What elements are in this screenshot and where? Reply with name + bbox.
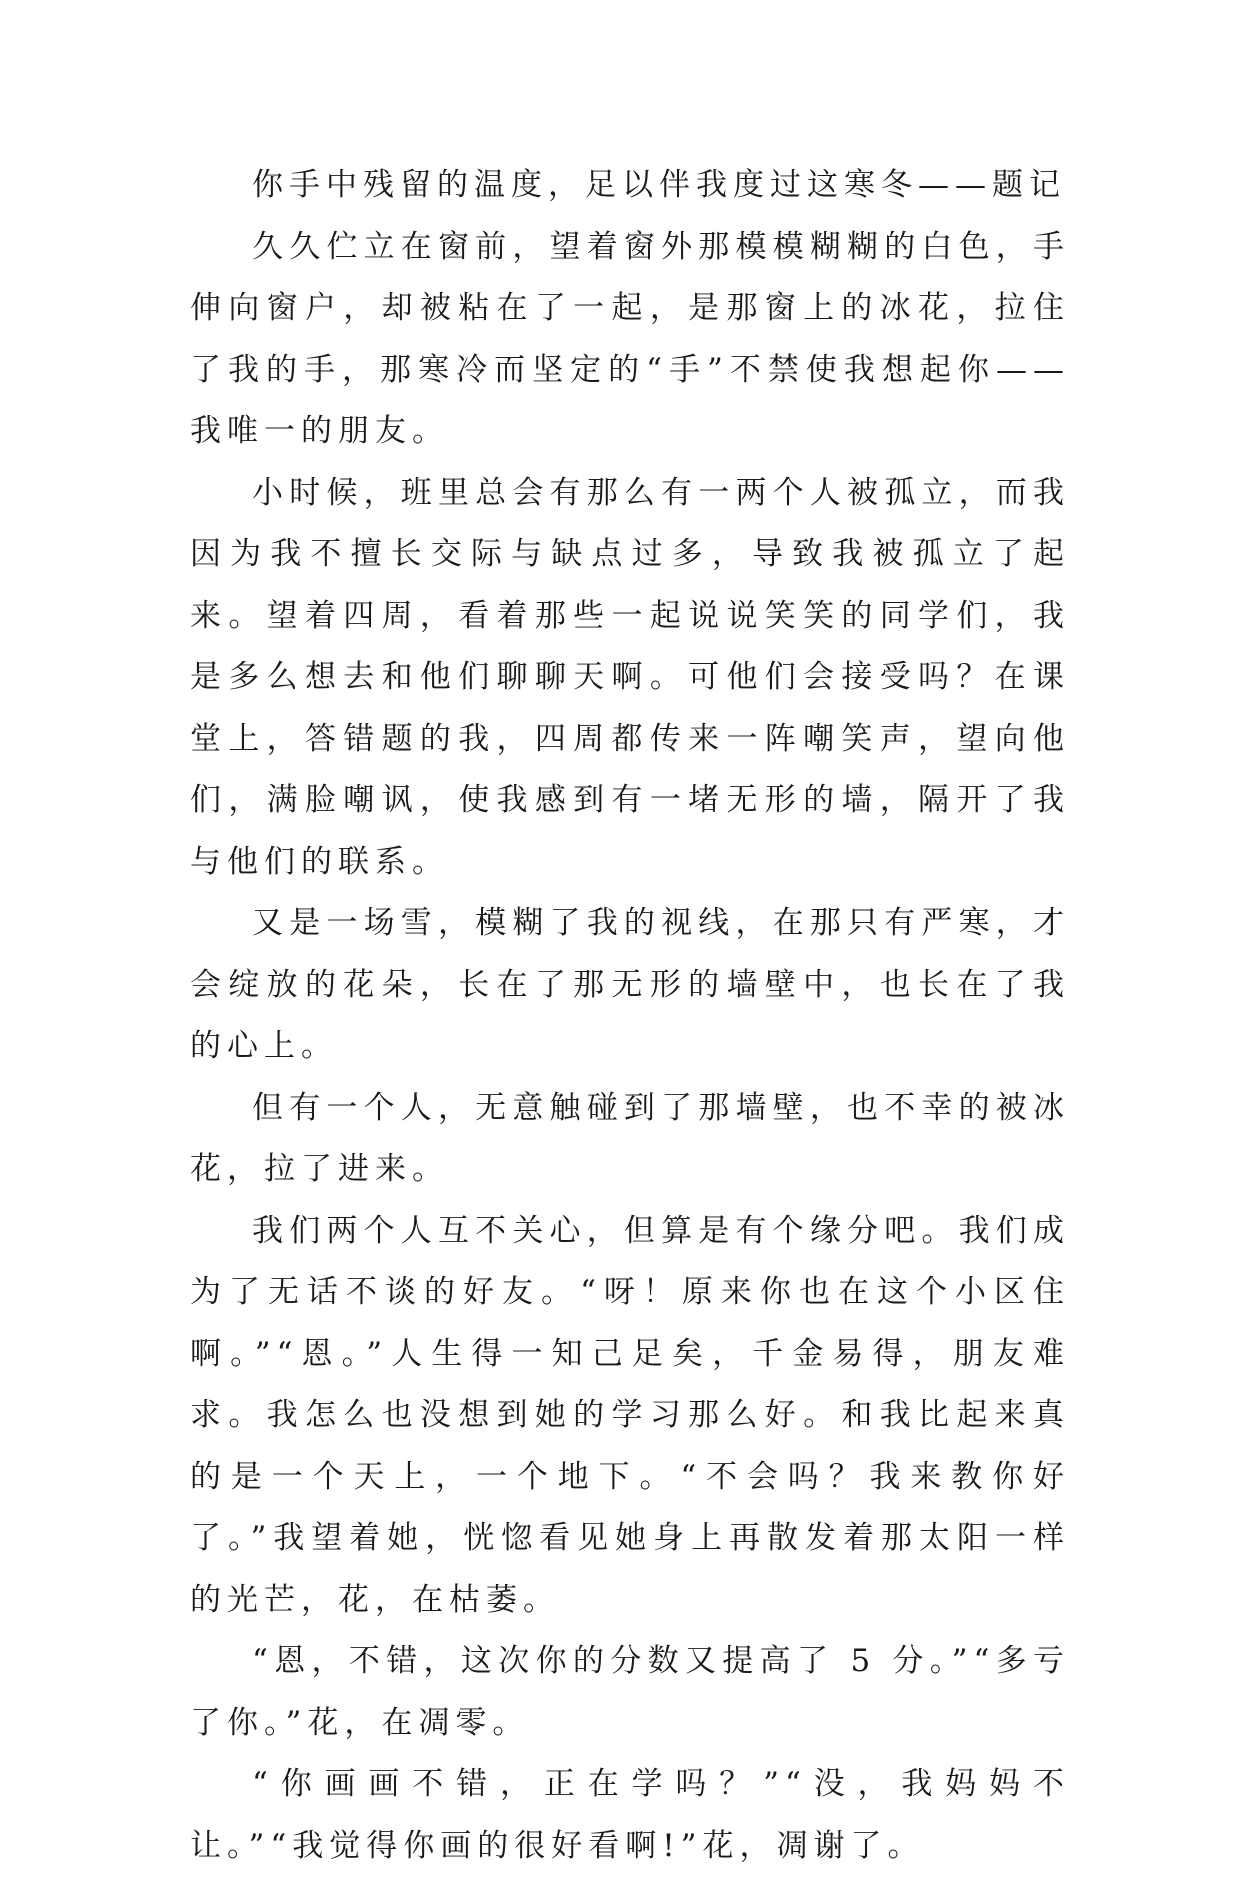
paragraph: “恩，不错，这次你的分数又提高了 5 分。”“多亏了你。”花，在凋零。 bbox=[190, 1643, 1070, 1741]
paragraph: 又是一场雪，模糊了我的视线，在那只有严寒，才会绽放的花朵，长在了那无形的墙壁中，也长在了我的心上。 bbox=[190, 905, 1070, 1064]
paragraph: 小时候，班里总会有那么有一两个人被孤立，而我因为我不擅长交际与缺点过多，导致我被孤立了起来。望着四周，看着那些一起说说笑笑的同学们，我是多么想去和他们聊聊天啊。可他们会接受吗？在课堂上，答错题的我，四周都传来一阵嘲笑声，望向他们，满脸嘲讽，使我感到有一堵无形的墙，隔开了我与他们的联系。 bbox=[190, 474, 1070, 880]
epigraph: 你手中残留的温度，足以伴我度过这寒冬——题记 bbox=[252, 167, 1066, 203]
essay-body bbox=[190, 155, 1070, 1877]
paragraph: 久久伫立在窗前，望着窗外那模模糊糊的白色，手伸向窗户，却被粘在了一起，是那窗上的冰花，拉住了我的手，那寒冷而坚定的“手”不禁使我想起你——我唯一的朋友。 bbox=[190, 228, 1070, 449]
paragraph: “你画画不错，正在学吗？”“没，我妈妈不让。”“我觉得你画的很好看啊!”花，凋谢了。 bbox=[190, 1766, 1070, 1864]
paragraph: 我们两个人互不关心，但算是有个缘分吧。我们成为了无话不谈的好友。“呀！原来你也在这个小区住啊。”“恩。”人生得一知己足矣，千金易得，朋友难求。我怎么也没想到她的学习那么好。和我比起来真的是一个天上，一个地下。“不会吗？我来教你好了。”我望着她，恍惚看见她身上再散发着那太阳一样的光芒，花，在枯萎。 bbox=[190, 1212, 1070, 1618]
paragraph: 但有一个人，无意触碰到了那墙壁，也不幸的被冰花，拉了进来。 bbox=[190, 1089, 1070, 1187]
